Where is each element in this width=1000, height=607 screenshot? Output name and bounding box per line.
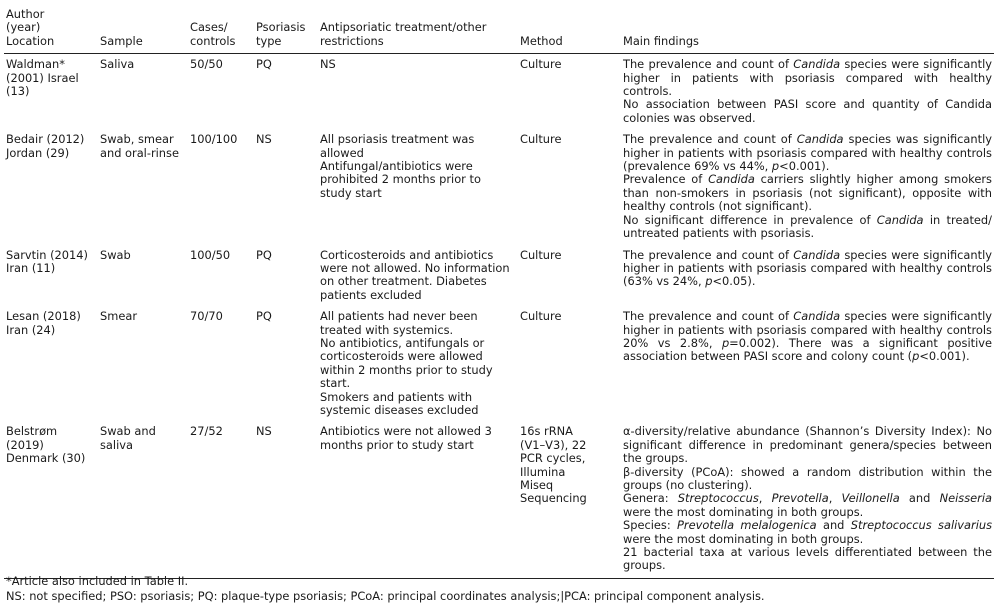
table-body: [4, 54, 994, 579]
finding-text: 21 bacterial taxa at various levels differentiated between the groups.: [623, 545, 992, 573]
method-line: Sequencing: [520, 491, 587, 506]
author-line: Belstrøm: [6, 424, 58, 439]
finding-italic-text: Veillonella: [841, 491, 900, 506]
finding-text: Species:: [623, 518, 678, 533]
finding-paragraph: [623, 546, 992, 573]
header-cases-line: controls: [190, 33, 236, 48]
footnote-asterisk: *Article also included in Table II.: [6, 574, 189, 588]
treatment-line: Antifungal/antibiotics were prohibited 2 months prior to study start: [320, 159, 481, 200]
finding-text: ,: [828, 491, 842, 506]
author-line: Jordan (29): [6, 145, 70, 160]
finding-text: No significant difference in prevalence of: [623, 212, 877, 227]
table-row: [4, 54, 994, 130]
finding-italic-text: Candida: [793, 57, 841, 72]
finding-paragraph: [623, 214, 992, 241]
finding-text: species were significantly higher in patients with psoriasis compared with healthy controls (63% vs 24%,: [623, 247, 992, 289]
cell-psoriasis-type: NS: [256, 132, 272, 147]
finding-italic-text: Candida: [708, 172, 755, 187]
finding-paragraph: [623, 310, 992, 364]
finding-text: <0.001).: [779, 159, 830, 174]
author-line: Lesan (2018): [6, 309, 81, 324]
method-line: Culture: [520, 247, 562, 262]
finding-text: Prevalence of: [623, 172, 709, 187]
cell-sample: Saliva: [100, 57, 135, 72]
cell-psoriasis-type: PQ: [256, 57, 272, 72]
header-method: Method: [518, 8, 609, 54]
table-row: [4, 129, 994, 244]
cell-method: [518, 245, 609, 307]
finding-text: species was significantly higher in patients with psoriasis compared with healthy controls (prevalence 69% vs 44%,: [623, 132, 993, 174]
header-sample: Sample: [98, 8, 188, 54]
cell-method: [518, 129, 609, 244]
table-row: [4, 245, 994, 307]
finding-text: and: [899, 491, 940, 506]
cell-treatment: [318, 245, 518, 307]
finding-text: The prevalence and count of: [623, 57, 794, 72]
finding-text: species were significantly higher in patients with psoriasis compared with healthy controls 20% vs 2.8%,: [623, 309, 992, 350]
cell-method: [518, 54, 609, 130]
cell-treatment: [318, 306, 518, 421]
treatment-line: All patients had never been treated with systemics.: [320, 309, 478, 337]
author-line: Sarvtin (2014): [6, 247, 88, 262]
finding-italic-text: Candida: [793, 309, 841, 324]
finding-text: <0.05).: [712, 274, 756, 289]
finding-italic-text: Candida: [876, 212, 924, 227]
finding-paragraph: [623, 492, 992, 519]
finding-text: =0.002). There was a significant positive association between PASI score and colony count (: [623, 335, 993, 364]
finding-italic-text: Prevotella melalogenica: [677, 518, 817, 533]
author-line: Iran (24): [6, 322, 56, 337]
finding-text: were the most dominating in both groups.: [623, 531, 864, 546]
finding-text: <0.001).: [919, 349, 970, 364]
cell-sample: Swab: [100, 247, 131, 262]
method-line: 16s rRNA: [520, 424, 573, 439]
cell-cases: 100/100: [190, 132, 238, 147]
header-ptype-line: type: [256, 33, 282, 48]
finding-italic-text: p: [705, 274, 713, 289]
header-author-line: (year): [6, 20, 41, 35]
table-row: [4, 306, 994, 421]
finding-text: carriers slightly higher among smokers than non-smokers in psoriasis (not significant), opposite with healthy controls (not significant).: [623, 172, 992, 214]
cell-findings: [609, 306, 994, 421]
finding-text: were the most dominating in both groups.: [623, 504, 864, 519]
header-author-line: Author: [6, 7, 45, 21]
method-line: (V1–V3), 22: [520, 437, 587, 452]
cell-sample: Swab, smear and oral-rinse: [100, 132, 179, 160]
treatment-line: NS: [320, 57, 336, 72]
finding-text: The prevalence and count of: [623, 132, 797, 147]
finding-italic-text: Streptococcus: [677, 491, 759, 506]
table-row: [4, 421, 994, 578]
header-row: [4, 8, 994, 54]
cell-psoriasis-type: PQ: [256, 309, 272, 324]
finding-italic-text: p: [721, 335, 730, 350]
finding-paragraph: [623, 249, 992, 289]
cell-cases: 100/50: [190, 247, 231, 262]
cell-findings: [609, 129, 994, 244]
footnote-abbreviations: NS: not specified; PSO: psoriasis; PQ: plaque-type psoriasis; PCoA: principal coordinates analysis;|PCA: principal component analysis.: [6, 589, 765, 603]
cell-author: [4, 54, 98, 130]
cell-author: [4, 306, 98, 421]
finding-italic-text: Streptococcus salivarius: [850, 518, 993, 533]
finding-italic-text: Prevotella: [771, 491, 829, 506]
finding-text: Genera:: [623, 491, 678, 506]
cell-method: [518, 306, 609, 421]
method-line: Culture: [520, 309, 562, 324]
finding-paragraph: [623, 173, 992, 213]
cell-author: [4, 421, 98, 578]
cell-method: [518, 421, 609, 578]
header-ptype-line: Psoriasis: [256, 20, 306, 35]
author-line: Denmark (30): [6, 451, 86, 466]
finding-italic-text: Candida: [796, 132, 844, 147]
finding-paragraph: [623, 466, 992, 493]
cell-sample: Smear: [100, 309, 137, 324]
treatment-line: All psoriasis treatment was allowed: [320, 132, 475, 160]
treatment-line: Corticosteroids and antibiotics were not allowed. No information on other treatment. Diabetes patients excluded: [320, 247, 510, 302]
cell-author: [4, 245, 98, 307]
finding-text: β-diversity (PCoA): showed a random distribution within the groups (no clustering).: [623, 464, 992, 492]
method-line: Miseq: [520, 478, 554, 492]
author-line: Iran (11): [6, 260, 56, 275]
method-line: Culture: [520, 132, 562, 147]
method-line: Culture: [520, 57, 562, 72]
cell-findings: [609, 245, 994, 307]
header-treatment: [318, 8, 518, 54]
header-psoriasis-type: [254, 8, 318, 54]
finding-text: No association between PASI score and quantity of Candida colonies was observed.: [623, 97, 992, 125]
author-line: (2001) Israel: [6, 70, 79, 85]
finding-italic-text: p: [912, 349, 920, 364]
treatment-line: No antibiotics, antifungals or corticosteroids were allowed within 2 months prior to study start.: [320, 335, 493, 391]
header-cases-line: Cases/: [190, 20, 228, 35]
method-line: Illumina: [520, 464, 566, 479]
method-line: PCR cycles,: [520, 451, 586, 466]
author-line: (13): [6, 84, 30, 99]
cell-psoriasis-type: PQ: [256, 247, 272, 262]
cell-findings: [609, 54, 994, 130]
author-line: Waldman*: [6, 57, 65, 72]
finding-italic-text: Candida: [793, 247, 841, 262]
finding-text: The prevalence and count of: [623, 309, 794, 324]
finding-text: ,: [758, 491, 772, 506]
studies-table: [4, 8, 994, 579]
cell-treatment: [318, 129, 518, 244]
finding-text: in treated/ untreated patients with psoriasis.: [623, 212, 992, 241]
header-author-line: Location: [6, 33, 55, 48]
finding-italic-text: Neisseria: [939, 491, 992, 506]
finding-paragraph: [623, 58, 992, 98]
author-line: (2019): [6, 437, 44, 452]
finding-text: and: [816, 518, 851, 533]
finding-text: The prevalence and count of: [623, 247, 794, 262]
finding-text: α-diversity/relative abundance (Shannon’s Diversity Index): No significant difference in predominant genera/species between the groups.: [623, 424, 992, 466]
author-line: Bedair (2012): [6, 132, 85, 147]
header-cases: [188, 8, 254, 54]
treatment-line: Smokers and patients with systemic diseases excluded: [320, 389, 479, 417]
header-findings: Main findings: [609, 8, 994, 54]
header-treatment-line: Antipsoriatic treatment/other: [320, 20, 487, 35]
cell-psoriasis-type: NS: [254, 421, 318, 578]
treatment-line: Antibiotics were not allowed 3 months prior to study start: [320, 424, 492, 452]
cell-treatment: [318, 421, 518, 578]
finding-italic-text: p: [771, 159, 780, 174]
finding-text: species were significantly higher in patients with psoriasis compared with healthy controls.: [623, 57, 992, 99]
header-treatment-line: restrictions: [320, 33, 384, 48]
cell-author: [4, 129, 98, 244]
cell-cases: 27/52: [188, 421, 254, 578]
finding-paragraph: [623, 98, 992, 125]
finding-paragraph: [623, 133, 992, 173]
header-author: [4, 8, 98, 54]
finding-paragraph: [623, 425, 992, 465]
cell-cases: 50/50: [190, 57, 223, 72]
cell-cases: 70/70: [190, 309, 223, 324]
cell-treatment: [318, 54, 518, 130]
cell-sample: Swab and saliva: [98, 421, 188, 578]
cell-findings: [609, 421, 994, 578]
finding-paragraph: [623, 519, 992, 546]
